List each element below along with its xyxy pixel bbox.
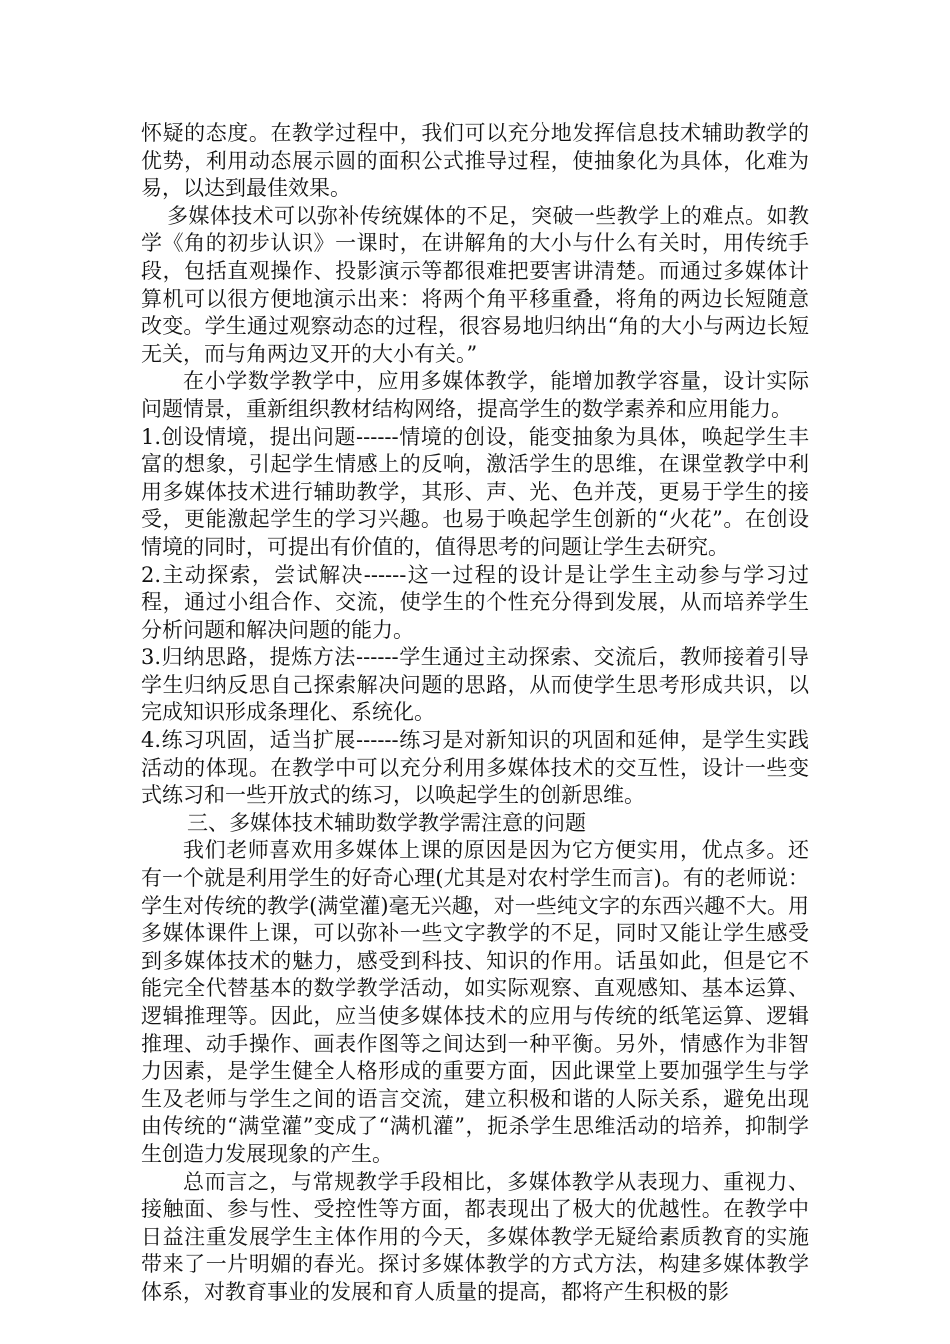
document-page (141, 120, 809, 1307)
paragraph-continuation: 怀疑的态度。在教学过程中，我们可以充分地发挥信息技术辅助教学的优势，利用动态展示圆的面积公式推导过程，使抽象化为具体，化难为易，以达到最佳效果。 (141, 121, 809, 201)
list-item-2: 2.主动探索，尝试解决------这一过程的设计是让学生主动参与学习过程，通过小组合作、交流，使学生的个性充分得到发展，从而培养学生分析问题和解决问题的能力。 (141, 562, 809, 642)
list-item-3: 3.归纳思路，提炼方法------学生通过主动探索、交流后，教师接着引导学生归纳反思自己探索解决问题的思路，从而使学生思考形成共识，以完成知识形成条理化、系统化。 (141, 645, 809, 725)
list-item-1: 1.创设情境，提出问题------情境的创设，能变抽象为具体，唤起学生丰富的想象，引起学生情感上的反响，激活学生的思维，在课堂教学中利用多媒体技术进行辅助教学，其形、声、光、色并茂，更易于学生的接受，更能激起学生的学习兴趣。也易于唤起学生创新的“火花”。在创设情境的同时，可提出有价值的，值得思考的问题让学生去研究。 (141, 424, 809, 559)
paragraph-primary-math: 在小学数学教学中，应用多媒体教学，能增加教学容量，设计实际问题情景，重新组织教材结构网络，提高学生的数学素养和应用能力。 (141, 369, 809, 421)
paragraph-multimedia-advantage: 多媒体技术可以弥补传统媒体的不足，突破一些教学上的难点。如教学《角的初步认识》一课时，在讲解角的大小与什么有关时，用传统手段，包括直观操作、投影演示等都很难把要害讲清楚。而通过多媒体计算机可以很方便地演示出来：将两个角平移重叠，将角的两边长短随意改变。学生通过观察动态的过程，很容易地归纳出“角的大小与两边长短无关，而与角两边叉开的大小有关。” (141, 203, 809, 366)
paragraph-conclusion: 总而言之，与常规教学手段相比，多媒体教学从表现力、重视力、接触面、参与性、受控性等方面，都表现出了极大的优越性。在教学中日益注重发展学生主体作用的今天，多媒体教学无疑给素质教育的实施带来了一片明媚的春光。探讨多媒体教学的方式方法，构建多媒体教学体系，对教育事业的发展和育人质量的提高，都将产生积极的影 (141, 1169, 809, 1304)
list-item-4: 4.练习巩固，适当扩展------练习是对新知识的巩固和延伸，是学生实践活动的体现。在教学中可以充分利用多媒体技术的交互性，设计一些变式练习和一些开放式的练习，以唤起学生的创新思维。 (141, 728, 809, 808)
section-heading: 三、多媒体技术辅助数学教学需注意的问题 (187, 810, 586, 835)
paragraph-teacher-preference: 我们老师喜欢用多媒体上课的原因是因为它方便实用，优点多。还有一个就是利用学生的好奇心理(尤其是对农村学生而言)。有的老师说：学生对传统的教学(满堂灌)毫无兴趣，对一些纯文字的东西兴趣不大。用多媒体课件上课，可以弥补一些文字教学的不足，同时又能让学生感受到多媒体技术的魅力，感受到科技、知识的作用。话虽如此，但是它不能完全代替基本的数学教学活动，如实际观察、直观感知、基本运算、逻辑推理等。因此，应当使多媒体技术的应用与传统的纸笔运算、逻辑推理、动手操作、画表作图等之间达到一种平衡。另外，情感作为非智力因素，是学生健全人格形成的重要方面，因此课堂上要加强学生与学生及老师与学生之间的语言交流，建立积极和谐的人际关系，避免出现由传统的“满堂灌”变成了“满机灌”，扼杀学生思维活动的培养，抑制学生创造力发展现象的产生。 (141, 838, 809, 1166)
